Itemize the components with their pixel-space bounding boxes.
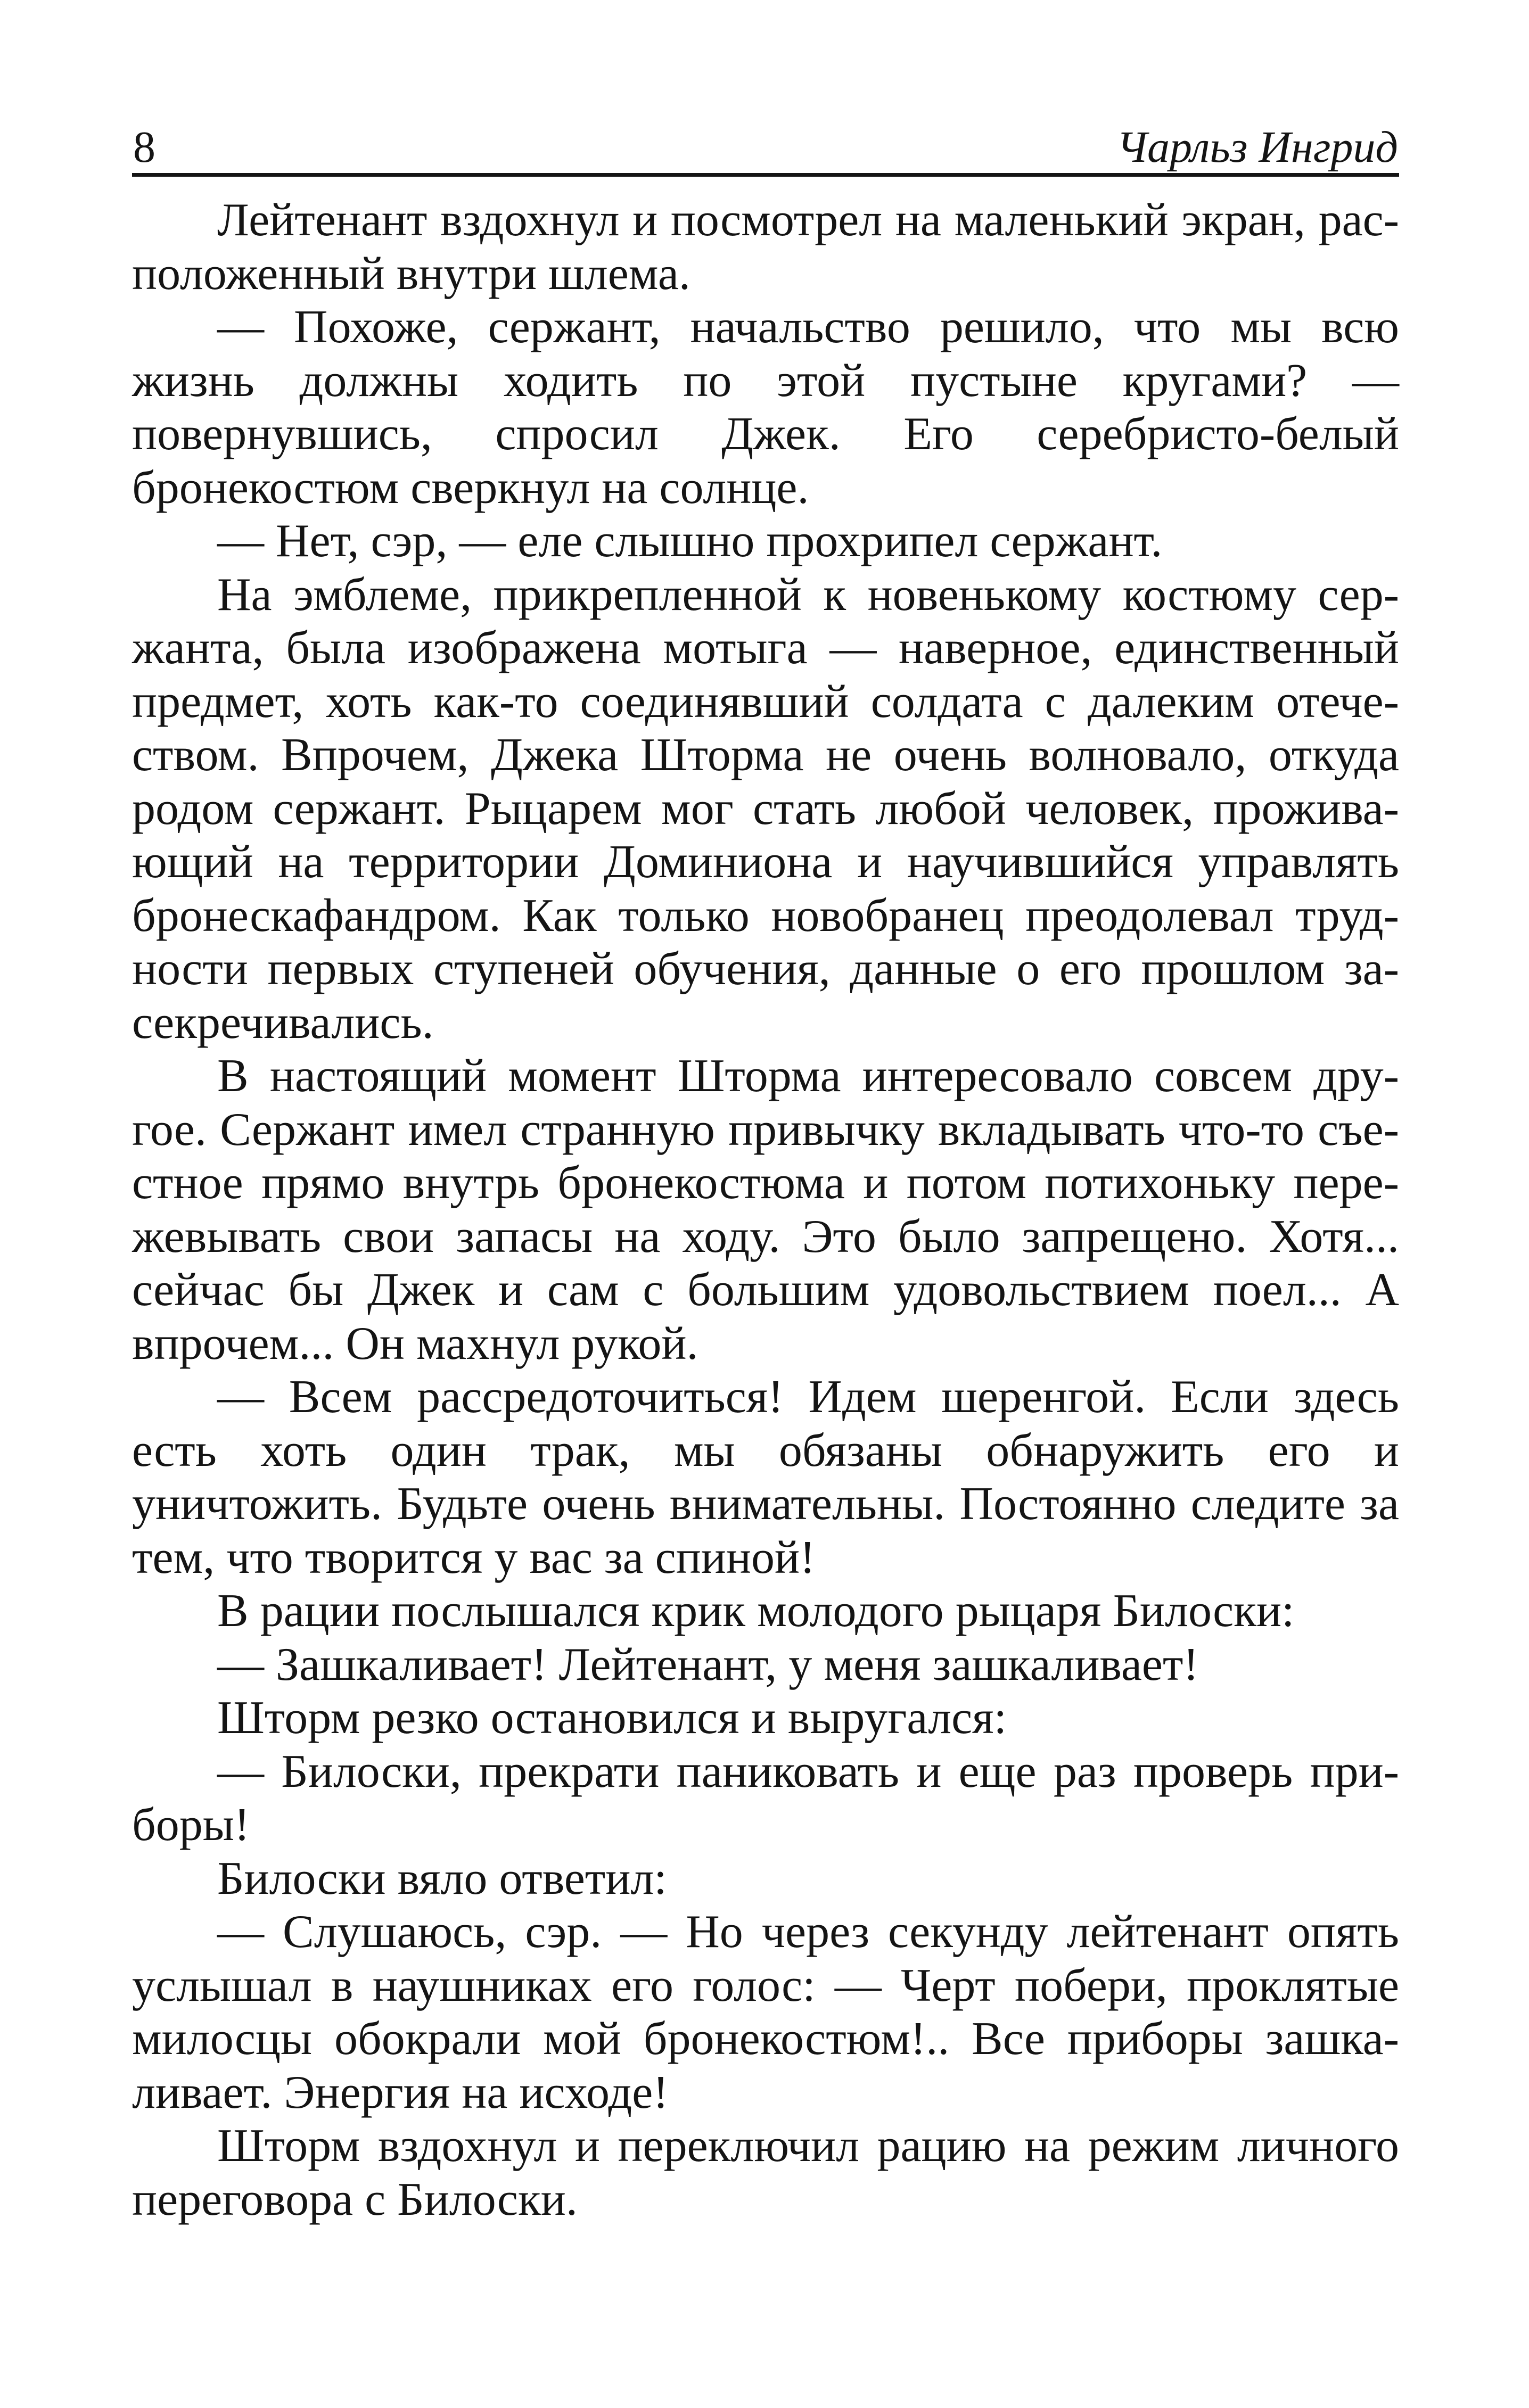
paragraph: Шторм резко остановился и выругался: — [217, 1692, 1007, 1744]
paragraph: — Всем рассредоточиться! Идем шеренгой. Если здесь есть хоть один трак, мы обязаны обнаружить его и уничтожить. Будьте очень внимательны. Постоянно следите за тем, что творится у вас за спиной! — [132, 1371, 1399, 1584]
paragraph: — Билоски, прекрати паниковать и еще раз проверь приборы! — [132, 1745, 1399, 1851]
paragraph: На эмблеме, прикрепленной к новенькому костюму сержанта, была изображена мотыга — наверное, единственный предмет, хоть как-то соединявший солдата с далеким отечеством. Впрочем, Джека Шторма не очень волновало, откуда родом сержант. Рыцарем мог стать любой человек, проживающий на территории Доминиона и научившийся управлять бронескафандром. Как только новобранец преодолевал трудности первых ступеней обучения, данные о его прошлом засекречивались. — [132, 568, 1399, 1049]
book-page — [132, 106, 1399, 2226]
paragraph: Лейтенант вздохнул и посмотрел на маленький экран, расположенный внутри шлема. — [132, 194, 1399, 300]
paragraph: В рации послышался крик молодого рыцаря Билоски: — [217, 1585, 1295, 1637]
paragraph: Билоски вяло ответил: — [217, 1852, 667, 1904]
page-number: 8 — [133, 122, 155, 172]
body-text — [132, 194, 1399, 2226]
paragraph: — Нет, сэр, — еле слышно прохрипел сержант. — [217, 515, 1163, 567]
paragraph: — Слушаюсь, сэр. — Но через секунду лейтенант опять услышал в наушниках его голос: — Черт побери, проклятые милосцы обокрали мой бронекостюм!.. Все приборы зашкаливает. Энергия на исходе! — [132, 1906, 1399, 2118]
running-header — [132, 106, 1399, 177]
paragraph: В настоящий момент Шторма интересовало совсем другое. Сержант имел странную привычку вкладывать что-то съестное прямо внутрь бронекостюма и потом потихоньку пережевывать свои запасы на ходу. Это было запрещено. Хотя... сейчас бы Джек и сам с большим удовольствием поел... А впрочем... Он махнул рукой. — [132, 1050, 1399, 1370]
paragraph: Шторм вздохнул и переключил рацию на режим личного переговора с Билоски. — [132, 2120, 1399, 2225]
paragraph: — Зашкаливает! Лейтенант, у меня зашкаливает! — [217, 1638, 1199, 1690]
paragraph: — Похоже, сержант, начальство решило, что мы всю жизнь должны ходить по этой пустыне кругами? — повернувшись, спросил Джек. Его серебристо-белый бронекостюм сверкнул на солнце. — [132, 301, 1399, 514]
author-name: Чарльз Ингрид — [1116, 122, 1398, 172]
